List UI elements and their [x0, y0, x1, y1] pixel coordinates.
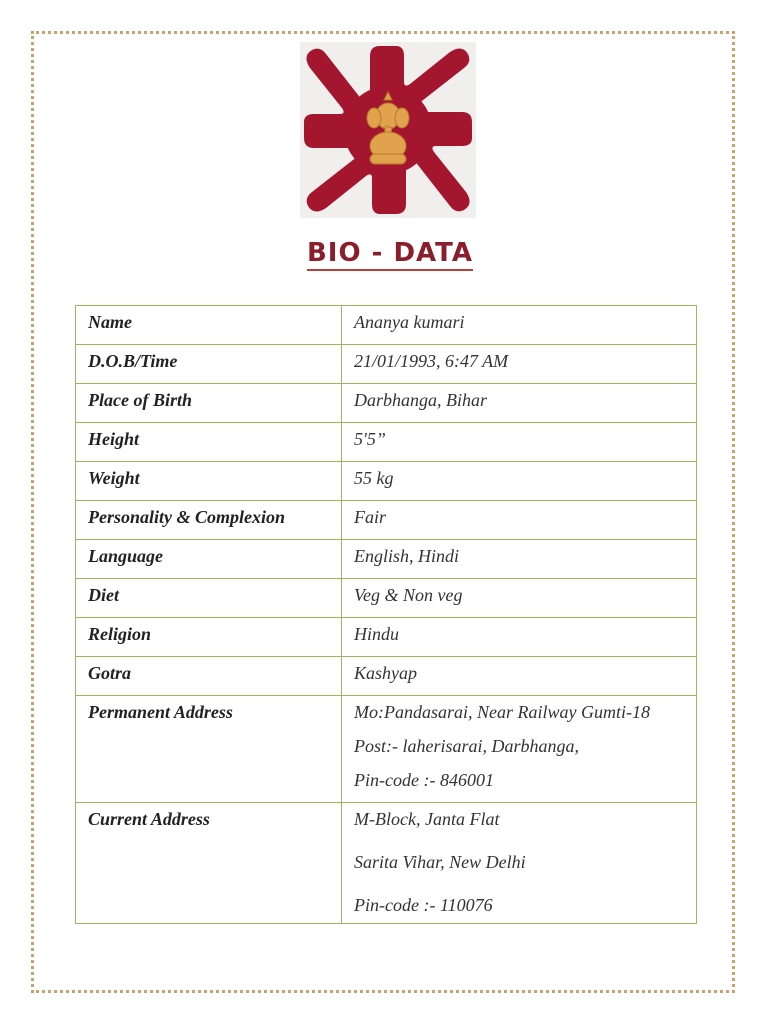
row-label: Personality & Complexion	[76, 501, 342, 540]
row-value: Kashyap	[342, 657, 697, 696]
biodata-table	[75, 305, 697, 924]
table-row	[76, 345, 697, 384]
row-label: Permanent Address	[76, 696, 342, 803]
row-value: Veg & Non veg	[342, 579, 697, 618]
page-title: BIO - DATA	[0, 238, 768, 268]
row-label: Gotra	[76, 657, 342, 696]
row-label: Weight	[76, 462, 342, 501]
address-line: Sarita Vihar, New Delhi	[354, 852, 526, 872]
row-value: English, Hindi	[342, 540, 697, 579]
row-label: Language	[76, 540, 342, 579]
table-row	[76, 384, 697, 423]
row-label: D.O.B/Time	[76, 345, 342, 384]
row-value: 5'5”	[342, 423, 697, 462]
table-row	[76, 501, 697, 540]
row-label: Diet	[76, 579, 342, 618]
address-line: M-Block, Janta Flat	[354, 809, 500, 829]
swastik-ganesha-icon	[300, 42, 476, 218]
table-row	[76, 657, 697, 696]
row-label: Current Address	[76, 803, 342, 924]
row-value: Ananya kumari	[342, 306, 697, 345]
permanent-address-value	[342, 696, 697, 803]
address-line: Pin-code :- 110076	[354, 895, 493, 915]
address-line: Pin-code :- 846001	[354, 770, 494, 790]
table-row	[76, 540, 697, 579]
row-value: Hindu	[342, 618, 697, 657]
table-row	[76, 306, 697, 345]
row-value: Darbhanga, Bihar	[342, 384, 697, 423]
current-address-value	[342, 803, 697, 924]
table-row	[76, 462, 697, 501]
row-label: Place of Birth	[76, 384, 342, 423]
row-label: Height	[76, 423, 342, 462]
table-row	[76, 618, 697, 657]
row-value: Fair	[342, 501, 697, 540]
row-value: 21/01/1993, 6:47 AM	[342, 345, 697, 384]
address-line: Post:- laherisarai, Darbhanga,	[354, 736, 579, 756]
row-label: Name	[76, 306, 342, 345]
row-value: 55 kg	[342, 462, 697, 501]
address-line: Mo:Pandasarai, Near Railway Gumti-18	[354, 702, 650, 722]
row-label: Religion	[76, 618, 342, 657]
table-row	[76, 579, 697, 618]
permanent-address-row	[76, 696, 697, 803]
current-address-row	[76, 803, 697, 924]
table-row	[76, 423, 697, 462]
